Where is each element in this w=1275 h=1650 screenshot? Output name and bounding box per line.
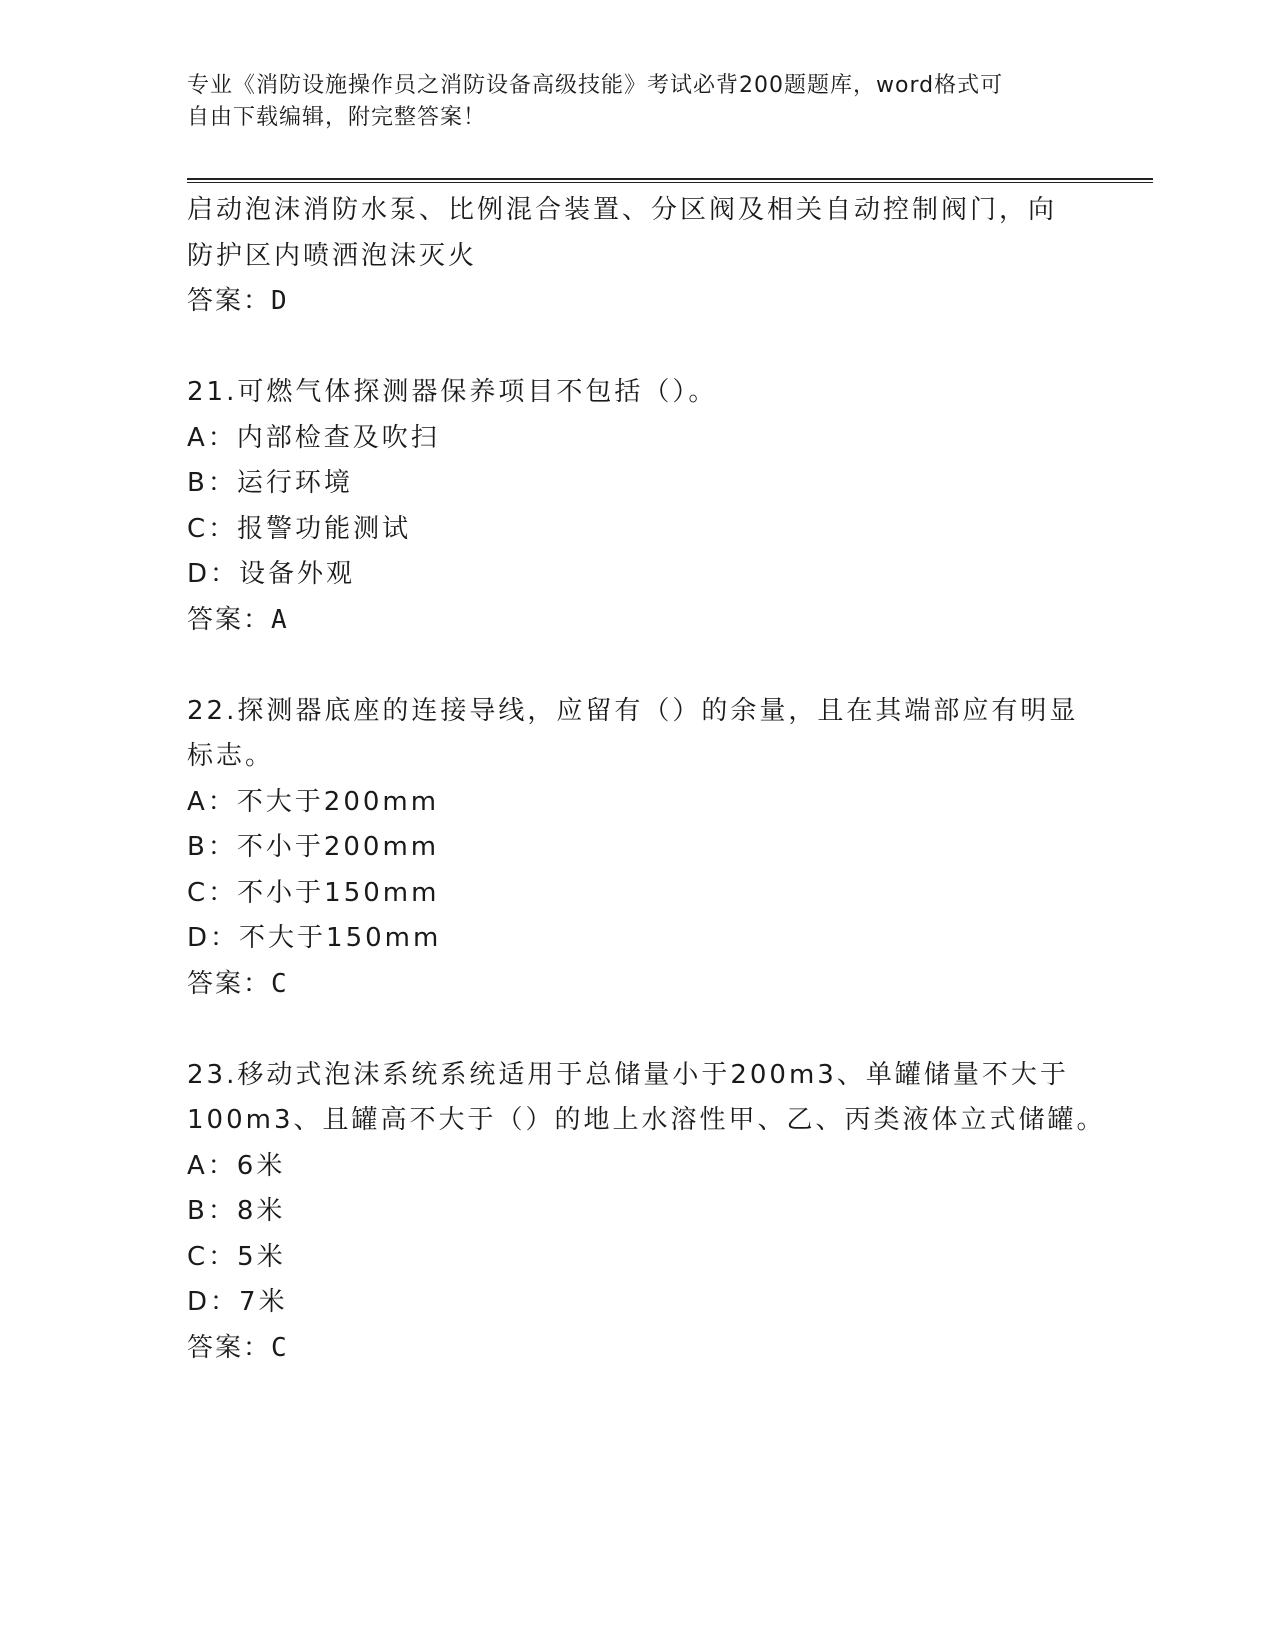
document-body bbox=[187, 188, 1106, 1371]
page-header bbox=[187, 70, 1087, 134]
question-23 bbox=[187, 1053, 1106, 1372]
question-21 bbox=[187, 370, 1087, 643]
continued-question bbox=[187, 188, 1087, 325]
spacer bbox=[187, 325, 1087, 371]
question-22 bbox=[187, 689, 1087, 1008]
question-stem: 22.探测器底座的连接导线，应留有（）的余量，且在其端部应有明显 bbox=[187, 695, 1079, 726]
header-line-1: 专业《消防设施操作员之消防设备高级技能》考试必背200题题库，word格式可 bbox=[187, 73, 1004, 98]
option-b: B：8米 bbox=[187, 1196, 286, 1226]
option-c: C：不小于150mm bbox=[187, 877, 440, 908]
answer-line: 答案：D bbox=[187, 286, 289, 316]
option-d: D：设备外观 bbox=[187, 559, 356, 589]
header-divider bbox=[187, 178, 1153, 183]
question-stem: 标志。 bbox=[187, 741, 275, 771]
answer-line: 答案：C bbox=[187, 968, 289, 999]
question-text-line: 启动泡沫消防水泵、比例混合装置、分区阀及相关自动控制阀门，向 bbox=[187, 195, 1058, 225]
option-b: B：不小于200mm bbox=[187, 832, 440, 862]
question-stem: 21.可燃气体探测器保养项目不包括（）。 bbox=[187, 377, 718, 407]
option-a: A：内部检查及吹扫 bbox=[187, 422, 440, 453]
question-text-line: 防护区内喷洒泡沫灭火 bbox=[187, 240, 478, 271]
option-c: C：5米 bbox=[187, 1241, 286, 1272]
answer-line: 答案：C bbox=[187, 1332, 289, 1363]
question-stem: 100m3、且罐高不大于（）的地上水溶性甲、乙、丙类液体立式储罐。 bbox=[187, 1105, 1106, 1135]
spacer bbox=[187, 643, 1087, 689]
answer-line: 答案：A bbox=[187, 604, 289, 635]
header-line-2: 自由下载编辑，附完整答案！ bbox=[187, 105, 487, 130]
option-b: B：运行环境 bbox=[187, 468, 353, 498]
option-d: D：不大于150mm bbox=[187, 923, 442, 953]
option-d: D：7米 bbox=[187, 1287, 288, 1317]
question-stem: 23.移动式泡沫系统系统适用于总储量小于200m3、单罐储量不大于 bbox=[187, 1059, 1069, 1090]
spacer bbox=[187, 1007, 1087, 1053]
option-a: A：6米 bbox=[187, 1150, 286, 1181]
option-a: A：不大于200mm bbox=[187, 786, 440, 817]
option-c: C：报警功能测试 bbox=[187, 513, 412, 544]
